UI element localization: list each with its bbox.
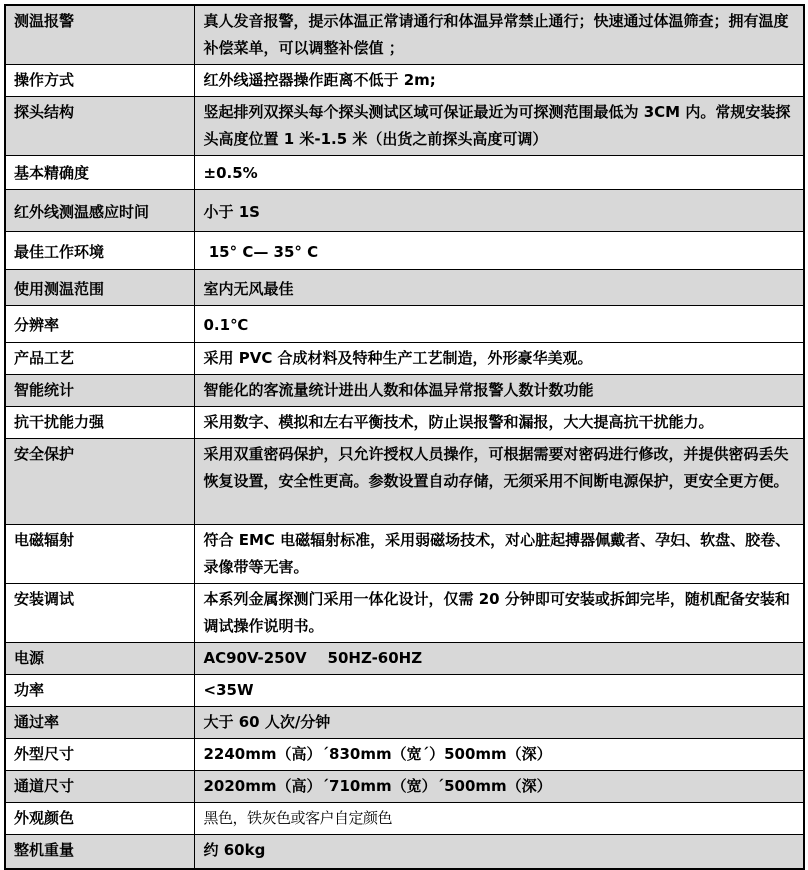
table-row — [5, 5, 804, 65]
table-row — [5, 771, 804, 803]
table-row — [5, 584, 804, 643]
spec-label: 产品工艺 — [5, 343, 194, 375]
spec-value: 黑色，铁灰色或客户自定颜色 — [194, 803, 804, 835]
spec-value: <35W — [194, 675, 804, 707]
spec-table-body — [5, 5, 804, 869]
spec-value: 2240mm（高）´830mm（宽´）500mm（深） — [194, 739, 804, 771]
spec-value: 约 60kg — [194, 835, 804, 869]
spec-value: ±0.5% — [194, 156, 804, 190]
table-row — [5, 407, 804, 439]
table-row — [5, 525, 804, 584]
table-row — [5, 835, 804, 869]
table-row — [5, 739, 804, 771]
spec-label: 探头结构 — [5, 97, 194, 156]
table-row — [5, 643, 804, 675]
table-row — [5, 65, 804, 97]
spec-label: 外观颜色 — [5, 803, 194, 835]
spec-value: 2020mm（高）´710mm（宽）´500mm（深） — [194, 771, 804, 803]
spec-value: 智能化的客流量统计进出人数和体温异常报警人数计数功能 — [194, 375, 804, 407]
spec-label: 通道尺寸 — [5, 771, 194, 803]
spec-label: 基本精确度 — [5, 156, 194, 190]
table-row — [5, 343, 804, 375]
spec-value: 大于 60 人次/分钟 — [194, 707, 804, 739]
spec-label: 抗干扰能力强 — [5, 407, 194, 439]
table-row — [5, 803, 804, 835]
spec-label: 红外线测温感应时间 — [5, 190, 194, 232]
spec-value: 采用双重密码保护，只允许授权人员操作，可根据需要对密码进行修改，并提供密码丢失恢复设置，安全性更高。参数设置自动存储，无须采用不间断电源保护，更安全更方便。 — [194, 439, 804, 525]
spec-label: 操作方式 — [5, 65, 194, 97]
spec-table — [4, 4, 805, 870]
spec-value: 竖起排列双探头每个探头测试区域可保证最近为可探测范围最低为 3CM 内。常规安装探头高度位置 1 米-1.5 米（出货之前探头高度可调） — [194, 97, 804, 156]
spec-value: 0.1℃ — [194, 306, 804, 343]
table-row — [5, 156, 804, 190]
table-row — [5, 97, 804, 156]
table-row — [5, 190, 804, 232]
spec-label: 测温报警 — [5, 5, 194, 65]
spec-value: 15° C— 35° C — [194, 232, 804, 270]
spec-label: 使用测温范围 — [5, 270, 194, 306]
table-row — [5, 707, 804, 739]
spec-label: 安全保护 — [5, 439, 194, 525]
table-row — [5, 439, 804, 525]
spec-label: 电磁辐射 — [5, 525, 194, 584]
spec-value: 本系列金属探测门采用一体化设计，仅需 20 分钟即可安装或拆卸完毕，随机配备安装和调试操作说明书。 — [194, 584, 804, 643]
spec-value: AC90V-250V 50HZ-60HZ — [194, 643, 804, 675]
table-row — [5, 270, 804, 306]
spec-label: 整机重量 — [5, 835, 194, 869]
spec-value: 真人发音报警，提示体温正常请通行和体温异常禁止通行；快速通过体温筛查；拥有温度补偿菜单，可以调整补偿值 ； — [194, 5, 804, 65]
spec-label: 分辨率 — [5, 306, 194, 343]
table-row — [5, 306, 804, 343]
spec-label: 外型尺寸 — [5, 739, 194, 771]
spec-label: 通过率 — [5, 707, 194, 739]
spec-value: 符合 EMC 电磁辐射标准，采用弱磁场技术，对心脏起搏器佩戴者、孕妇、软盘、胶卷、录像带等无害。 — [194, 525, 804, 584]
spec-value: 采用数字、模拟和左右平衡技术，防止误报警和漏报，大大提高抗干扰能力。 — [194, 407, 804, 439]
spec-value: 红外线遥控器操作距离不低于 2m; — [194, 65, 804, 97]
spec-label: 安装调试 — [5, 584, 194, 643]
table-row — [5, 375, 804, 407]
table-row — [5, 675, 804, 707]
spec-label: 智能统计 — [5, 375, 194, 407]
spec-label: 最佳工作环境 — [5, 232, 194, 270]
spec-label: 电源 — [5, 643, 194, 675]
spec-label: 功率 — [5, 675, 194, 707]
spec-value: 采用 PVC 合成材料及特种生产工艺制造，外形豪华美观。 — [194, 343, 804, 375]
table-row — [5, 232, 804, 270]
spec-value: 室内无风最佳 — [194, 270, 804, 306]
spec-value: 小于 1S — [194, 190, 804, 232]
